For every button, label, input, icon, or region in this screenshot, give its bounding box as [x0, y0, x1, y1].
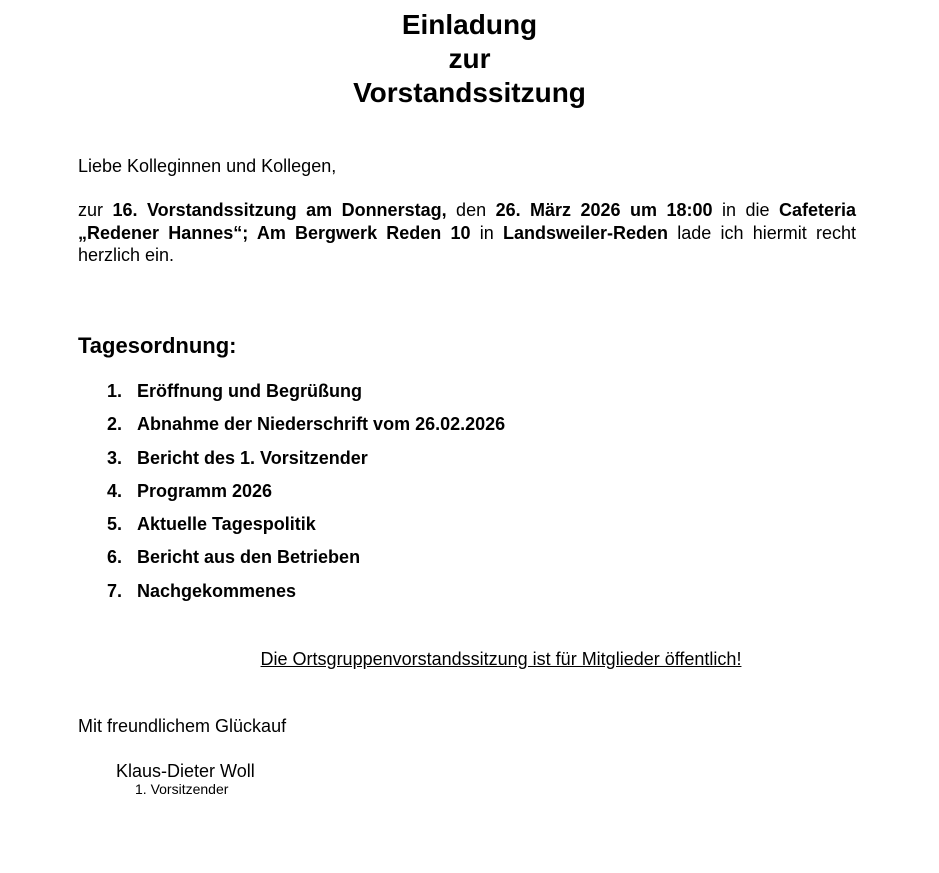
agenda-item-number: 2.: [107, 414, 123, 435]
agenda-item: [78, 546, 505, 579]
intro-text-5: lade ich hiermit recht herzlich ein.: [78, 222, 856, 265]
agenda-item-number: 4.: [107, 480, 123, 501]
closing-phrase: Mit freundlichem Glückauf: [78, 716, 287, 736]
agenda-item-label: Eröffnung und Begrüßung: [137, 381, 362, 401]
intro-text-4: in: [470, 222, 503, 243]
agenda-item: [78, 380, 505, 413]
agenda-item-number: 1.: [107, 381, 123, 401]
agenda-list: [78, 380, 505, 613]
agenda-item-label: Bericht des 1. Vorsitzender: [137, 447, 368, 468]
agenda-item-label: Nachgekommenes: [137, 580, 297, 601]
agenda-item: [78, 580, 505, 613]
intro-text-1: zur: [78, 200, 113, 220]
title-line-2: zur: [448, 43, 491, 74]
agenda-item: [78, 513, 505, 546]
meeting-venue: Cafeteria „Redener Hannes“; Am Bergwerk Reden 10: [78, 200, 856, 243]
intro-text-2: den: [446, 200, 496, 220]
agenda-item-number: 7.: [107, 580, 123, 601]
public-notice: [0, 648, 939, 670]
agenda-item-number: 5.: [107, 514, 123, 535]
signer-name: Klaus-Dieter Woll: [116, 761, 255, 781]
agenda-item-label: Bericht aus den Betrieben: [137, 547, 361, 568]
agenda-item: [78, 447, 505, 480]
meeting-date: 26. März 2026 um 18:00: [495, 200, 713, 220]
agenda-item-number: 6.: [107, 547, 123, 568]
title-line-3: Vorstandssitzung: [353, 77, 586, 108]
agenda-item: [78, 480, 505, 513]
invitation-paragraph: [78, 199, 856, 267]
salutation: Liebe Kolleginnen und Kollegen,: [78, 156, 337, 176]
intro-text-3: in die: [712, 200, 779, 220]
agenda-heading: Tagesordnung:: [78, 333, 237, 358]
agenda-item-label: Programm 2026: [137, 480, 273, 501]
meeting-name: 16. Vorstandssitzung am Donnerstag,: [112, 200, 447, 220]
signer-role: 1. Vorsitzender: [135, 781, 229, 797]
public-notice-text: Die Ortsgruppenvorstandssitzung ist für Mitglieder öffentlich!: [260, 649, 742, 669]
agenda-item-label: Abnahme der Niederschrift vom 26.02.2026: [137, 414, 506, 435]
meeting-town: Landsweiler-Reden: [503, 222, 669, 243]
document-title: [0, 8, 939, 110]
agenda-item: [78, 413, 505, 446]
agenda-item-label: Aktuelle Tagespolitik: [137, 514, 316, 535]
agenda-item-number: 3.: [107, 447, 123, 468]
title-line-1: Einladung: [401, 9, 538, 40]
